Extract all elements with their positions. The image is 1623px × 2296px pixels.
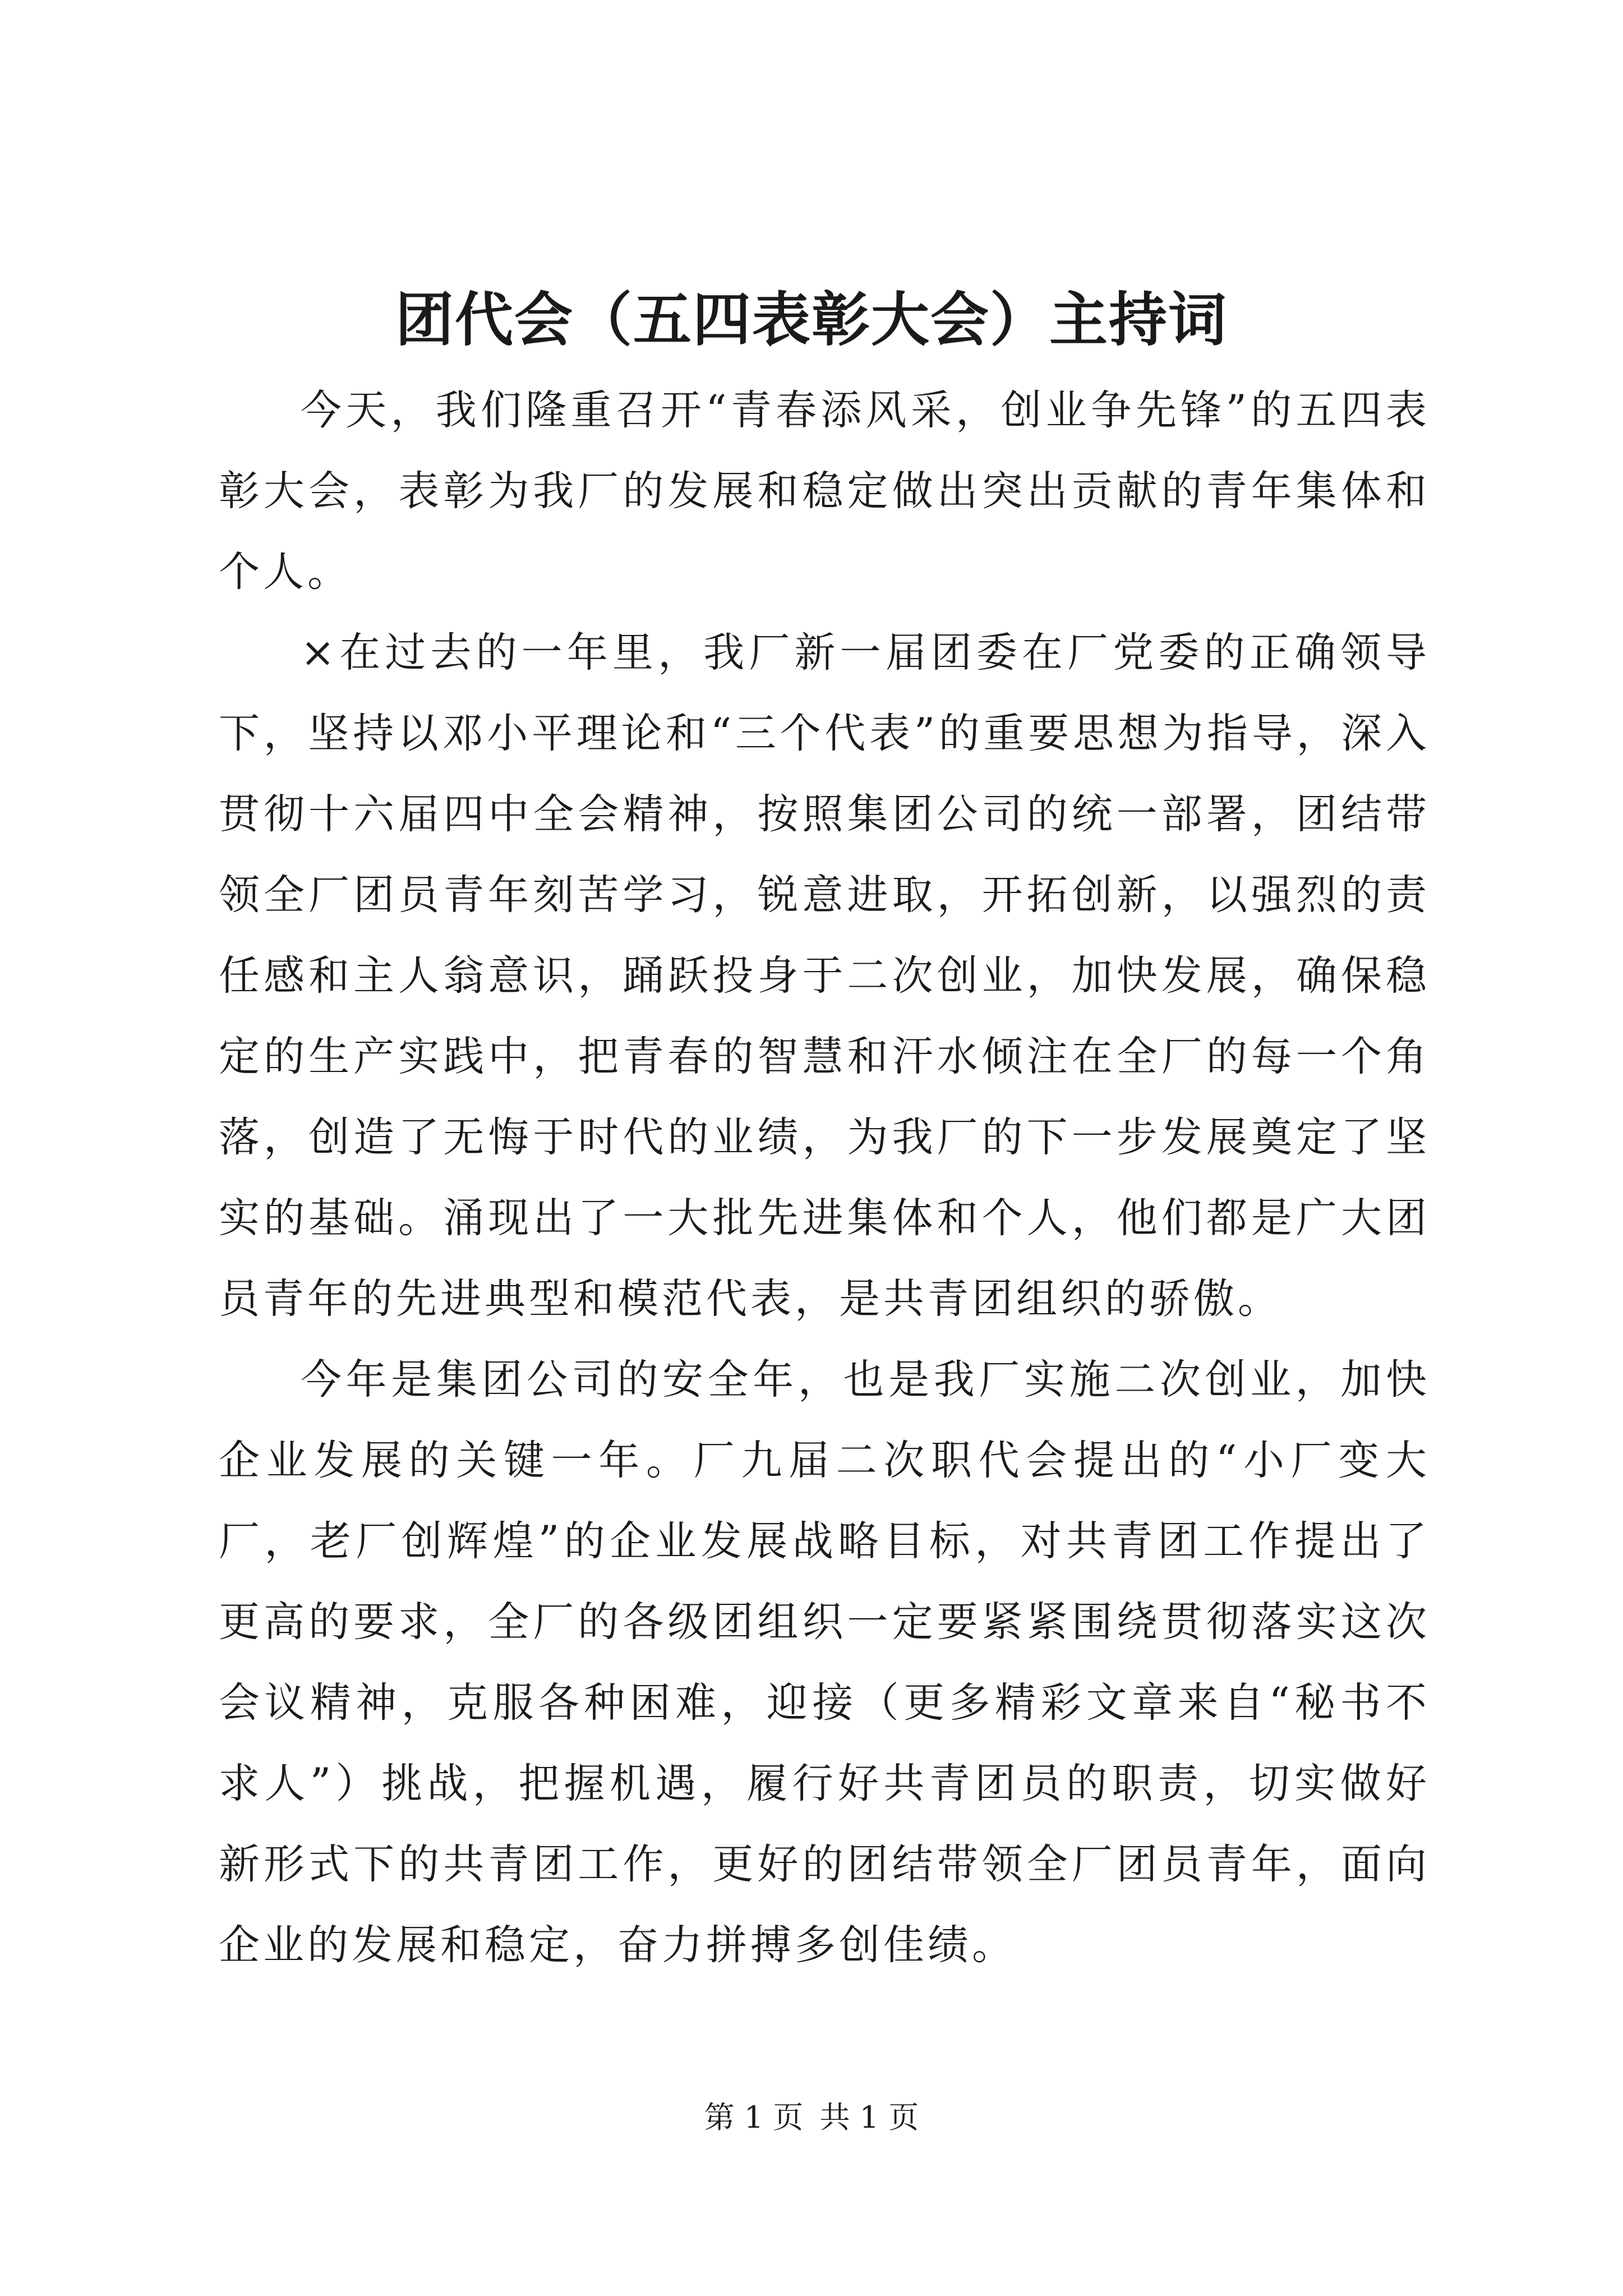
document-title: 团代会（五四表彰大会）主持词 <box>395 285 1228 354</box>
paragraph-1: 今天，我们隆重召开“青春添风采，创业争先锋”的五四表彰大会，表彰为我厂的发展和稳定做出突出贡献的青年集体和个人。 <box>219 386 1430 596</box>
document-body <box>219 370 1430 1986</box>
page-total: 共 1 页 <box>819 2100 919 2135</box>
paragraph-2: ×在过去的一年里，我厂新一届团委在厂党委的正确领导下，坚持以邓小平理论和“三个代表”的重要思想为指导，深入贯彻十六届四中全会精神，按照集团公司的统一部署，团结带领全厂团员青年刻苦学习，锐意进取，开拓创新，以强烈的责任感和主人翁意识，踊跃投身于二次创业，加快发展，确保稳定的生产实践中，把青春的智慧和汗水倾注在全厂的每一个角落，创造了无悔于时代的业绩，为我厂的下一步发展奠定了坚实的基础。涌现出了一大批先进集体和个人，他们都是广大团员青年的先进典型和模范代表，是共青团组织的骄傲。 <box>219 629 1430 1323</box>
page-number: 第 1 页 <box>704 2100 804 2135</box>
paragraph-3: 今年是集团公司的安全年，也是我厂实施二次创业，加快企业发展的关键一年。厂九届二次职代会提出的“小厂变大厂，老厂创辉煌”的企业发展战略目标，对共青团工作提出了更高的要求，全厂的各级团组织一定要紧紧围绕贯彻落实这次会议精神，克服各种困难，迎接（更多精彩文章来自“秘书不求人”）挑战，把握机遇，履行好共青团员的职责，切实做好新形式下的共青团工作，更好的团结带领全厂团员青年，面向企业的发展和稳定，奋力拼搏多创佳绩。 <box>219 1356 1430 1969</box>
page-footer <box>0 2098 1623 2137</box>
